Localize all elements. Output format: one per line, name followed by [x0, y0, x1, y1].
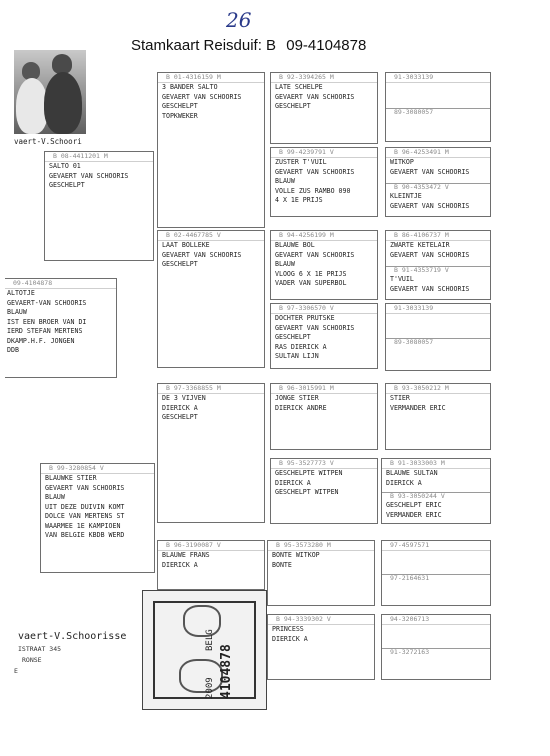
card-line: GEVAERT VAN SCHOORIS [275, 92, 355, 101]
stamp-country: BELG [205, 629, 215, 651]
card-line: GEVAERT VAN SCHOORIS [275, 167, 355, 176]
card-line: GEVAERT VAN SCHOORIS [45, 483, 125, 492]
card-header: B 96-4253491 M [386, 148, 490, 158]
handwritten-number: 26 [226, 8, 252, 32]
card-line: WAARMEE 1E KAMPIOEN [45, 521, 121, 530]
dam-card [40, 463, 155, 573]
card-header: 97-4597571 [382, 541, 490, 551]
card-line: VERMANDER ERIC [386, 510, 442, 519]
card-header: B 94-4256199 M [271, 231, 377, 241]
card-header: B 95-3573280 M [268, 541, 374, 551]
card-line: KLEINTJE [390, 192, 422, 200]
card-header: 94-3206713 [382, 615, 490, 625]
card-line: GESCHELPT WITPEN [275, 488, 339, 496]
card-line: LAAT BOLLEKE [162, 241, 210, 249]
ring-card-stamp [142, 590, 267, 710]
gen4-pair-7 [381, 540, 491, 606]
card-line: BLAUWE SULTAN [386, 469, 438, 477]
card-header: B 95-3527773 V [271, 459, 377, 469]
card-line: ZUSTER T'VUIL [275, 158, 327, 166]
card-line: GEVAERT VAN SCHOORIS [390, 201, 470, 210]
card-line: WITKOP [390, 158, 414, 166]
owner-extra: E [14, 667, 18, 675]
granddam-paternal-card [157, 230, 265, 368]
card-line: GEVAERT VAN SCHOORIS [162, 250, 242, 259]
card-line: BLAUW [275, 177, 295, 185]
card-line: BONTE [272, 560, 292, 569]
card-line: GEVAERT VAN SCHOORIS [162, 92, 242, 101]
card-header: B 91-4353719 V [394, 266, 449, 274]
subject-line: GEVAERT-VAN SCHOORIS [7, 298, 87, 307]
card-line: BLAUW [275, 260, 295, 268]
card-line: UIT DEZE DUIVIN KOMT [45, 502, 125, 511]
card-line: JONGE STIER [275, 394, 319, 402]
gen4-pair-5 [385, 383, 491, 450]
subject-line: IERD STEFAN MERTENS [7, 327, 83, 335]
card-line: DIERICK A [272, 634, 308, 643]
card-header: B 96-3015991 M [271, 384, 377, 394]
card-line: DIERICK ANDRE [275, 403, 327, 412]
stamp-year: 2009 [205, 677, 215, 699]
owner-photo [14, 50, 86, 134]
card-header: B 08-4411201 M [45, 152, 153, 162]
gen3-card-3 [270, 230, 378, 300]
gen3-card-2 [270, 147, 378, 217]
gen3-card-6 [270, 458, 378, 524]
card-line: 3 BANDER SALTO [162, 83, 218, 91]
subject-line: ALTOTJE [7, 289, 35, 297]
grandsire-paternal-card [157, 72, 265, 228]
subject-card [5, 278, 117, 378]
card-line: RAS DIERICK A [275, 342, 327, 351]
gen4-pair-3 [385, 230, 491, 300]
card-line: BONTE WITKOP [272, 551, 320, 559]
card-line: GEVAERT VAN SCHOORIS [390, 284, 470, 293]
gen4-pair-1 [385, 72, 491, 142]
gen4-pair-6 [381, 458, 491, 524]
subject-lines [7, 289, 114, 356]
card-line: GESCHELPT [162, 102, 198, 110]
gen4-pair-8 [381, 614, 491, 680]
card-line: DIERICK A [162, 560, 198, 569]
card-header: B 97-3368855 M [158, 384, 264, 394]
owner-caption: vaert-V.Schoori [14, 137, 82, 146]
card-line: GESCHELPT [162, 413, 198, 421]
card-line: 4 X 1E PRIJS [275, 196, 323, 204]
card-line: DIERICK A [386, 478, 422, 487]
card-header: 91-3033139 [386, 73, 490, 83]
gen3-card-1 [270, 72, 378, 144]
card-header: B 02-4467785 V [158, 231, 264, 241]
owner-city: RONSE [22, 656, 42, 664]
card-line: VOLLE ZUS RAMBO 090 [275, 186, 351, 195]
card-line: VAN BELGIE KBDB WERD [45, 531, 125, 539]
card-line: SULTAN LIJN [275, 352, 319, 360]
card-line: BLAUWKE STIER [45, 474, 97, 482]
card-line: DE 3 VIJVEN [162, 394, 206, 402]
card-header: 91-3272163 [390, 648, 430, 656]
card-line: PRINCESS [272, 625, 304, 633]
subject-line: DDB [7, 346, 19, 354]
card-header: B 91-3033003 M [382, 459, 490, 469]
ring-number: 09-4104878 [286, 37, 367, 54]
card-line: BLAUW [45, 493, 65, 501]
gen4-pair-2 [385, 147, 491, 217]
card-line: VERMANDER ERIC [390, 403, 446, 412]
card-line: SALTO 01 [49, 162, 81, 170]
card-line: GEVAERT VAN SCHOORIS [275, 323, 355, 332]
gen3-card-5 [270, 383, 378, 450]
page-title [131, 37, 366, 54]
card-header: B 90-4353472 V [394, 183, 449, 191]
card-line: GESCHELPT ERIC [386, 501, 442, 509]
card-line: DOCHTER PRUTSKE [275, 314, 335, 322]
subject-line: IST EEN BROER VAN DI [7, 317, 87, 326]
card-line: GEVAERT VAN SCHOORIS [49, 171, 129, 180]
owner-street: ISTRAAT 345 [18, 645, 62, 653]
card-header: 91-3033139 [386, 304, 490, 314]
card-line: ZWARTE KETELAIR [390, 241, 450, 249]
card-line: BLAUWE FRANS [162, 551, 210, 559]
owner-name: vaert-V.Schoorisse [18, 631, 127, 642]
card-line: LATE SCHELPE [275, 83, 323, 91]
card-line: TOPKWEKER [162, 111, 198, 120]
subject-line: DKAMP.H.F. JONGEN [7, 336, 75, 345]
card-line: GEVAERT VAN SCHOORIS [390, 167, 470, 176]
card-line: GEVAERT VAN SCHOORIS [390, 250, 470, 259]
card-header: B 97-3306570 V [271, 304, 377, 314]
subject-line: BLAUW [7, 308, 27, 316]
title-text: Stamkaart Reisduif: B [131, 37, 277, 54]
card-line: GESCHELPT [275, 102, 311, 110]
card-header: B 86-4106737 M [386, 231, 490, 241]
gen3-card-7 [267, 540, 375, 606]
card-line: GESCHELPT [162, 260, 198, 268]
card-header: B 92-3394265 M [271, 73, 377, 83]
card-line: VLOOG 6 X 1E PRIJS [275, 269, 347, 278]
card-header: 89-3080057 [394, 338, 434, 346]
card-line: T'VUIL [390, 275, 414, 283]
card-header: B 93-3050212 M [386, 384, 490, 394]
card-line: VADER VAN SUPERBOL [275, 279, 347, 287]
grandsire-maternal-card [157, 383, 265, 523]
card-line: GESCHELPTE WITPEN [275, 469, 343, 477]
stamp-ring: 4104878 [219, 644, 234, 699]
card-header: 97-2164631 [390, 574, 430, 582]
card-line: DIERICK A [162, 403, 198, 412]
gen4-pair-4 [385, 303, 491, 371]
card-header: B 96-3190087 V [158, 541, 264, 551]
card-line: BLAUWE BOL [275, 241, 315, 249]
card-line: DIERICK A [275, 478, 311, 487]
sire-card [44, 151, 154, 261]
card-header: B 94-3339302 V [268, 615, 374, 625]
card-header: B 01-4316159 M [158, 73, 264, 83]
card-line: GESCHELPT [275, 333, 311, 341]
card-header: B 99-3280854 V [41, 464, 154, 474]
card-header: 89-3080057 [394, 108, 434, 116]
gen3-card-8 [267, 614, 375, 680]
gen3-card-4 [270, 303, 378, 369]
granddam-maternal-card [157, 540, 265, 590]
card-line: STIER [390, 394, 410, 402]
card-line: GEVAERT VAN SCHOORIS [275, 250, 355, 259]
card-line: DOLCE VAN MERTENS ST [45, 512, 125, 520]
card-header: B 99-4239791 V [271, 148, 377, 158]
card-header: B 93-3050244 V [390, 492, 445, 500]
subject-header: 09-4104878 [5, 279, 116, 289]
card-line: GESCHELPT [49, 181, 85, 189]
